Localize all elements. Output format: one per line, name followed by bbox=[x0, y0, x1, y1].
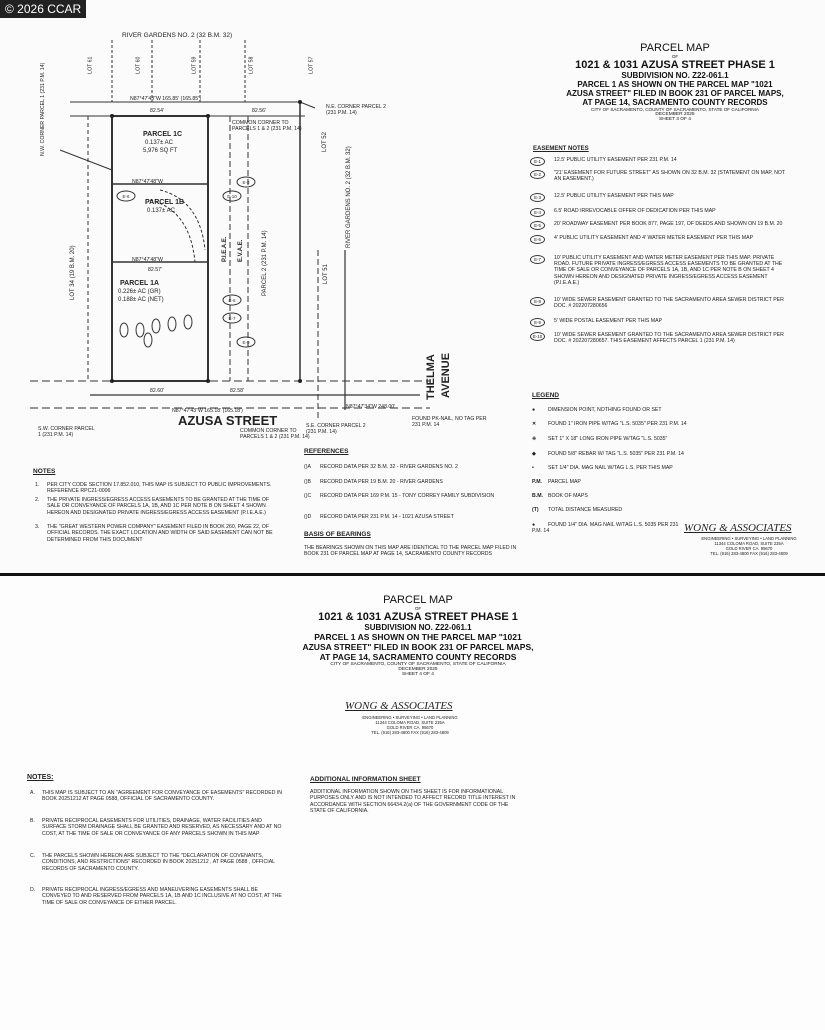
lot-52-label: LOT 52 bbox=[322, 132, 328, 152]
easement-notes-title: EASEMENT NOTES bbox=[533, 146, 589, 152]
lot-label: LOT 59 bbox=[191, 56, 198, 74]
sheet4-address: 1021 & 1031 AZUSA STREET PHASE 1 bbox=[318, 611, 518, 623]
lot-label: LOT 58 bbox=[248, 56, 255, 74]
easement-tag: E-2 bbox=[530, 170, 545, 179]
reference-item: ()C RECORD DATA PER 169 P.M. 15 - TONY CORREY FAMILY SUBDIVISION bbox=[304, 493, 495, 499]
easement-note: E-5 20' ROADWAY EASEMENT PER BOOK 877, PAGE 197, OF DEEDS AND SHOWN ON 19 B.M. 20 bbox=[530, 221, 790, 227]
svg-text:E-6: E-6 bbox=[228, 298, 236, 303]
pieae-label: P.I.E.A.E. bbox=[222, 236, 228, 262]
easement-tag: E-9 bbox=[530, 318, 545, 327]
lot-label: LOT 61 bbox=[87, 56, 94, 74]
sheet3-city-line: CITY OF SACRAMENTO, COUNTY OF SACRAMENTO, STATE OF CALIFORNIA bbox=[591, 107, 759, 112]
bearing-bottom-2: N87°47'34"W 248.00' bbox=[346, 404, 396, 410]
street-name-azusa: AZUSA STREET bbox=[178, 413, 278, 428]
parcel-1-boundary bbox=[112, 116, 208, 381]
nw-corner-label: N.W. CORNER PARCEL 1 (231 P.M. 14) bbox=[40, 62, 46, 156]
reference-item: ()B RECORD DATA PER 19 B.M. 20 - RIVER GARDENS bbox=[304, 479, 443, 485]
map-top-label: RIVER GARDENS NO. 2 (32 B.M. 32) bbox=[122, 32, 233, 39]
sheet3-note: 3. THE "GREAT WESTERN POWER COMPANY" EASEMENT FILED IN BOOK 260, PAGE 22, OF OFFICIAL RECORDS. THE EXACT LOCATION AND WIDTH OF SAID EASEMENT CAN NOT BE DETERMINED FROM THIS DOCUMENT bbox=[35, 524, 273, 543]
references-title: REFERENCES bbox=[304, 448, 349, 455]
common-corner-label: COMMON CORNER TO PARCELS 1 & 2 (231 P.M. 14) bbox=[232, 120, 302, 133]
easement-tag: E-4 bbox=[530, 208, 545, 217]
easement-tag: E-7 bbox=[530, 255, 545, 264]
lot-label: LOT 60 bbox=[135, 56, 142, 74]
lot-label: LOT 57 bbox=[308, 56, 315, 74]
sheet3-note: 1. PER CITY CODE SECTION 17.852.010, THIS MAP IS SUBJECT TO PUBLIC IMPROVEMENTS. REFERENCE RPC21-0006 bbox=[35, 482, 272, 495]
parcel-2-label: PARCEL 2 (231 P.M. 14) bbox=[262, 230, 268, 296]
sheet3-title: PARCEL MAP bbox=[640, 42, 710, 54]
bearing-1b-1a: N87°47'48"W bbox=[132, 257, 163, 263]
easement-tag: E-6 bbox=[530, 235, 545, 244]
easement-note: E-10 10' WIDE SEWER EASEMENT GRANTED TO THE SACRAMENTO AREA SEWER DISTRICT PER DOC. # 202207280657. THIS EASEMENT AFFECTS PARCEL 1 (231 P.M. 14) bbox=[530, 332, 790, 344]
sheet4-note: B. PRIVATE RECIPROCAL EASEMENTS FOR UTILITIES, DRAINAGE, WATER FACILITIES AND SURFACE STORM DRAINAGE SHALL BE GRANTED AND RESERVED, AS NECESSARY AND AT NO COST, AT THE TIME OF SALE OR CONVEYANCE OF ANY PARCELS SHOWN IN THIS MAP bbox=[30, 818, 282, 837]
sheet4-title-block bbox=[283, 594, 553, 677]
sheet4-note: D. PRIVATE RECIPROCAL INGRESS/EGRESS AND MANEUVERING EASEMENTS SHALL BE CONVEYED TO AND RESERVED FROM PARCELS 1A, 1B AND 1C INCLUSIVE AT NO COST, AT THE TIME OF SALE OR CONVEYANCE OF EITHER PARCEL. bbox=[30, 887, 282, 906]
easement-note: E-2 "21' EASEMENT FOR FUTURE STREET" AS SHOWN ON 32 B.M. 32 (STATEMENT ON MAP, NOT AN EASEMENT.) bbox=[530, 170, 790, 182]
sheet4-subdivision: SUBDIVISION NO. Z22-061.1 bbox=[364, 623, 472, 632]
easement-tag: E-5 bbox=[530, 221, 545, 230]
additional-info-text: ADDITIONAL INFORMATION SHOWN ON THIS SHEET IS FOR INFORMATIONAL PURPOSES ONLY AND IS NOT INTENDED TO AFFECT RECORD TITLE INTEREST IN ACCORDANCE WITH SECTION 66434.2(a) OF THE GOVERNMENT CODE OF THE STATE OF CALIFORNIA. bbox=[310, 789, 516, 814]
easement-note: E-3 12.5' PUBLIC UTILITY EASEMENT PER THIS MAP bbox=[530, 193, 790, 199]
sheet4-sheet-number: SHEET 4 OF 4 bbox=[402, 672, 434, 677]
legend-item: ● FOUND 1/4" DIA. MAG NAIL W/TAG L.S. 5035 PER 231 P.M. 14 bbox=[532, 522, 679, 535]
parcel-1a-gross: 0.226± AC (GR) bbox=[118, 289, 161, 295]
bearing-bottom: N87°47'43"W 165.18' (165.18') bbox=[172, 408, 243, 414]
easement-tag: E-1 bbox=[530, 157, 545, 166]
sheet3-desc1: PARCEL 1 AS SHOWN ON THE PARCEL MAP "1021 bbox=[577, 80, 773, 89]
sheet3-title-block bbox=[540, 42, 810, 122]
easement-tag: E-10 bbox=[530, 332, 545, 341]
firm-name: WONG & ASSOCIATES bbox=[684, 522, 792, 534]
svg-text:E-8: E-8 bbox=[242, 180, 250, 185]
legend-title: LEGEND bbox=[532, 392, 560, 399]
firm-name: WONG & ASSOCIATES bbox=[345, 700, 453, 712]
parcel-1a-net: 0.188± AC (NET) bbox=[118, 297, 164, 303]
sheet3-address: 1021 & 1031 AZUSA STREET PHASE 1 bbox=[575, 59, 775, 71]
easement-note: E-6 4' PUBLIC UTILITY EASEMENT AND 4' WATER METER EASEMENT PER THIS MAP bbox=[530, 235, 790, 241]
sheet3-of: OF bbox=[671, 54, 679, 59]
parcel-1c-sqft: 5,976 SQ FT bbox=[143, 148, 178, 154]
svg-text:E-9: E-9 bbox=[242, 340, 250, 345]
firm-address-block: ENGINEERING • SURVEYING • LAND PLANNING 11344 COLOMA ROAD, SUITE 235A GOLD RIVER CA. 95670 TEL. (916) 283-4800 FAX (916) 283-4809 bbox=[362, 715, 458, 735]
sheet3-date: DECEMBER 2025 bbox=[655, 112, 695, 117]
easement-note: E-7 10' PUBLIC UTILITY EASEMENT AND WATER METER EASEMENT PER THIS MAP. PRIVATE ROAD. FUTURE PRIVATE INGRESS/EGRESS ACCESS EASEMENTS TO BE GRANTED AT THE TIME OF SALE OR CONVEYANCE OF PARCELS 1A, 1B, AND 1C PER NOTE B ON SHEET 4 SHOWN HEREON AND DESIGNATED PRIVATE INGRESS/EGRESS ACCESS EASEMENT (P.I.E.A.E.) bbox=[530, 255, 790, 286]
legend-item: ◆ FOUND 5/8" REBAR W/ TAG "L.S. 5035" PER 231 P.M. 14 bbox=[532, 451, 684, 457]
parcel-1b-area: 0.137± AC bbox=[147, 208, 175, 214]
legend-item: • SET 1/4" DIA. MAG NAIL W/TAG L.S. PER THIS MAP bbox=[532, 465, 673, 471]
sheet4-of: OF bbox=[414, 606, 422, 611]
sheet4-desc2: AZUSA STREET" FILED IN BOOK 231 OF PARCEL MAPS, bbox=[302, 642, 534, 652]
easement-note: E-9 5' WIDE POSTAL EASEMENT PER THIS MAP bbox=[530, 318, 790, 324]
evae-label: E.V.A.E. bbox=[238, 239, 244, 262]
dim-mid: 82.57' bbox=[148, 267, 162, 273]
sw-corner-label: S.W. CORNER PARCEL 1 (231 P.M. 14) bbox=[38, 426, 95, 439]
legend-item: B.M. BOOK OF MAPS bbox=[532, 493, 588, 499]
parcel-1c-label: PARCEL 1C bbox=[143, 131, 183, 138]
sheet3-desc3: AT PAGE 14, SACRAMENTO COUNTY RECORDS bbox=[582, 98, 768, 107]
sheet3-notes-title: NOTES bbox=[33, 468, 56, 475]
sheet4-notes-title: NOTES: bbox=[27, 774, 54, 781]
sheet4-note: A. THIS MAP IS SUBJECT TO AN "AGREEMENT FOR CONVEYANCE OF EASEMENTS" RECORDED IN BOOK 20251212 AT PAGE 0588, OFFICIAL OF SACRAMENTO COUNTY. bbox=[30, 790, 283, 803]
parcel-1b-label: PARCEL 1B bbox=[145, 199, 185, 206]
sheet4-note: C. THE PARCELS SHOWN HEREON ARE SUBJECT TO THE "DECLARATION OF COVENANTS, CONDITIONS, AND RESTRICTIONS" RECORDED IN BOOK 20251212 , AT PAGE 0588 , OFFICIAL RECORDS OF SACRAMENTO COUNTY. bbox=[30, 853, 275, 872]
sheet3-sheet-number: SHEET 3 OF 4 bbox=[659, 117, 691, 122]
bearing-top: N87°47'43"W 165.85' (165.85') bbox=[130, 96, 201, 102]
dim-top-right: 82.56' bbox=[252, 108, 266, 114]
reference-item: ()A RECORD DATA PER 32 B.M. 32 - RIVER GARDENS NO. 2 bbox=[304, 464, 458, 470]
parcel-1a-label: PARCEL 1A bbox=[120, 280, 160, 287]
basis-of-bearings-title: BASIS OF BEARINGS bbox=[304, 531, 371, 538]
legend-item: P.M. PARCEL MAP bbox=[532, 479, 581, 485]
sheet4-title: PARCEL MAP bbox=[383, 594, 453, 606]
sheet4-desc3: AT PAGE 14, SACRAMENTO COUNTY RECORDS bbox=[319, 652, 517, 662]
lot-34-label: LOT 34 (19 B.M. 20) bbox=[70, 245, 76, 300]
easement-note: E-1 12.5' PUBLIC UTILITY EASEMENT PER 231 P.M. 14 bbox=[530, 157, 790, 163]
legend-item: ● DIMENSION POINT, NOTHING FOUND OR SET bbox=[532, 407, 662, 413]
svg-text:E-10: E-10 bbox=[227, 194, 237, 199]
dim-top: 82.54' bbox=[150, 108, 164, 114]
sheet3-subdivision: SUBDIVISION NO. Z22-061.1 bbox=[621, 71, 729, 80]
dim-bottom: 82.60' bbox=[150, 388, 164, 394]
river-gardens-right-label: RIVER GARDENS NO. 2 (32 B.M. 32) bbox=[346, 146, 352, 248]
watermark: © 2026 CCAR bbox=[0, 0, 86, 18]
avenue-name-thelma: THELMA bbox=[425, 354, 437, 400]
sheet4-city-line: CITY OF SACRAMENTO, COUNTY OF SACRAMENTO, STATE OF CALIFORNIA bbox=[330, 662, 506, 667]
sheet3-note: 2. THE PRIVATE INGRESS/EGRESS ACCESS EASEMENTS TO BE GRANTED AT THE TIME OF SALE OR CONVEYANCE OF PARCELS 1A, 1B, AND 1C PER NOTE B ON SHEET 4 SHOWN HEREON AND DESIGNATED PRIVATE INGRESS/EGRESS ACCESS EASEMENT (P.I.E.A.E.) bbox=[35, 497, 270, 516]
dim-bottom-right: 82.58' bbox=[230, 388, 244, 394]
avenue-name-avenue: AVENUE bbox=[440, 352, 452, 398]
firm-address-block: ENGINEERING • SURVEYING • LAND PLANNING 11344 COLOMA ROAD, SUITE 235A GOLD RIVER CA. 95670 TEL. (916) 283-4800 FAX (916) 283-4809 bbox=[701, 536, 797, 556]
easement-tag: E-3 bbox=[530, 193, 545, 202]
found-pk-nail-label: FOUND PK-NAIL, NO TAG PER 231 P.M. 14 bbox=[412, 416, 487, 429]
parcel-map-sheet-4 bbox=[0, 576, 825, 1030]
sheet4-date: DECEMBER 2025 bbox=[398, 667, 438, 672]
lot-51-label: LOT 51 bbox=[323, 264, 329, 284]
sheet4-desc1: PARCEL 1 AS SHOWN ON THE PARCEL MAP "1021 bbox=[314, 632, 522, 642]
reference-item: ()D RECORD DATA PER 231 P.M. 14 - 1021 AZUSA STREET bbox=[304, 514, 454, 520]
sheet3-desc2: AZUSA STREET" FILED IN BOOK 231 OF PARCEL MAPS, bbox=[566, 89, 784, 98]
easement-tag: E-8 bbox=[530, 297, 545, 306]
easement-note: E-4 6.5' ROAD IRREVOCABLE OFFER OF DEDICATION PER THIS MAP bbox=[530, 208, 790, 214]
bearing-1c-1b: N87°47'48"W bbox=[132, 179, 163, 185]
basis-of-bearings-text: THE BEARINGS SHOWN ON THIS MAP ARE IDENTICAL TO THE PARCEL MAP FILED IN BOOK 231 OF PARCEL MAP AT PAGE 14, SACRAMENTO COUNTY RECORDS bbox=[304, 545, 517, 558]
se-corner-label: S.E. CORNER PARCEL 2 (231 P.M. 14) bbox=[306, 423, 366, 436]
legend-item: (T) TOTAL DISTANCE MEASURED bbox=[532, 507, 623, 513]
easement-note: E-8 10' WIDE SEWER EASEMENT GRANTED TO THE SACRAMENTO AREA SEWER DISTRICT PER DOC. # 202207280656 bbox=[530, 297, 790, 309]
svg-text:E-6: E-6 bbox=[122, 194, 130, 199]
ne-corner-label: N.E. CORNER PARCEL 2 (231 P.M. 14) bbox=[326, 104, 386, 117]
parcel-1c-area: 0.137± AC bbox=[145, 140, 173, 146]
common-corner-bottom-label: COMMON CORNER TO PARCELS 1 & 2 (231 P.M. 14) bbox=[240, 428, 310, 441]
legend-item: ⁜ SET 1" X 18" LONG IRON PIPE W/TAG "L.S. 5035" bbox=[532, 436, 668, 442]
svg-text:E-7: E-7 bbox=[228, 316, 236, 321]
legend-item: ✕ FOUND 1" IRON PIPE W/TAG "L.S. 5035" PER 231 P.M. 14 bbox=[532, 421, 687, 427]
additional-info-title: ADDITIONAL INFORMATION SHEET bbox=[310, 776, 421, 783]
